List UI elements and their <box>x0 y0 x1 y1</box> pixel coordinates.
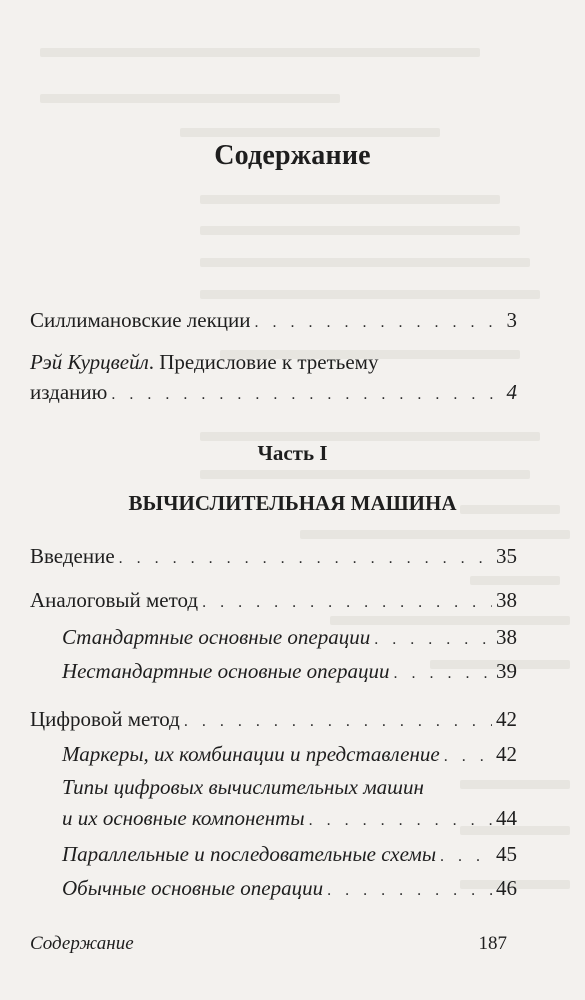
toc-entry-label: изданию <box>30 380 108 404</box>
toc-entry-label: Обычные основные операции <box>62 876 324 900</box>
toc-entry-page: 38 <box>496 625 517 649</box>
toc-entry-preface[interactable] <box>30 380 517 407</box>
running-footer-title: Содержание <box>30 933 134 954</box>
dot-leader <box>444 745 492 769</box>
toc-entry-types[interactable] <box>62 806 517 833</box>
toc-entry-silliman[interactable] <box>30 308 517 335</box>
dot-leader <box>119 547 492 571</box>
toc-entry-label: Типы цифровых вычислительных машин <box>62 775 424 799</box>
toc-entry-markers[interactable] <box>62 742 517 769</box>
part-number: Часть I <box>257 441 328 465</box>
toc-entry-page: 42 <box>496 742 517 766</box>
dot-leader <box>111 383 502 407</box>
toc-entry-digital[interactable] <box>30 707 517 734</box>
toc-entry-analog[interactable] <box>30 588 517 615</box>
toc-entry-label: Аналоговый метод <box>30 588 199 612</box>
toc-entry-label: Маркеры, их комбинации и представление <box>62 742 440 766</box>
toc-entry-page: 4 <box>506 380 517 404</box>
page-title: Содержание <box>214 140 371 171</box>
dot-leader <box>374 628 492 652</box>
toc-entry-ordinary[interactable] <box>62 876 517 903</box>
dot-leader <box>440 845 492 869</box>
toc-entry-analog-standard[interactable] <box>62 625 517 652</box>
dot-leader <box>327 879 492 903</box>
toc-entry-page: 44 <box>496 806 517 830</box>
dot-leader <box>393 662 492 686</box>
toc-entry-author: Рэй Курцвейл <box>30 350 149 374</box>
toc-entry-page: 39 <box>496 659 517 683</box>
toc-entry-label: . Предисловие к третьему <box>148 350 379 374</box>
toc-entry-label: Параллельные и последовательные схемы <box>62 842 437 866</box>
toc-entry-page: 38 <box>496 588 517 612</box>
part-title: ВЫЧИСЛИТЕЛЬНАЯ МАШИНА <box>128 491 457 515</box>
toc-entry-label: Введение <box>30 544 115 568</box>
dot-leader <box>184 710 492 734</box>
dot-leader <box>202 591 492 615</box>
dot-leader <box>309 809 492 833</box>
toc-entry-intro[interactable] <box>30 544 517 571</box>
toc-entry-label: Силлимановские лекции <box>30 308 251 332</box>
page-number: 187 <box>478 933 507 954</box>
toc-entry-page: 35 <box>496 544 517 568</box>
toc-entry-label: Цифровой метод <box>30 707 180 731</box>
toc-entry-page: 46 <box>496 876 517 900</box>
dot-leader <box>255 311 503 335</box>
toc-entry-page: 42 <box>496 707 517 731</box>
toc-entry-label: Стандартные основные операции <box>62 625 371 649</box>
toc-entry-types-line1[interactable] <box>62 775 517 799</box>
toc-entry-parallel[interactable] <box>62 842 517 869</box>
toc-entry-page: 3 <box>506 308 517 332</box>
toc-entry-label: Нестандартные основные операции <box>62 659 390 683</box>
toc-entry-analog-nonstandard[interactable] <box>62 659 517 686</box>
toc-entry-page: 45 <box>496 842 517 866</box>
toc-entry-label: и их основные компоненты <box>62 806 305 830</box>
page-footer <box>30 933 507 955</box>
toc-entry-preface-line1[interactable] <box>30 350 517 374</box>
